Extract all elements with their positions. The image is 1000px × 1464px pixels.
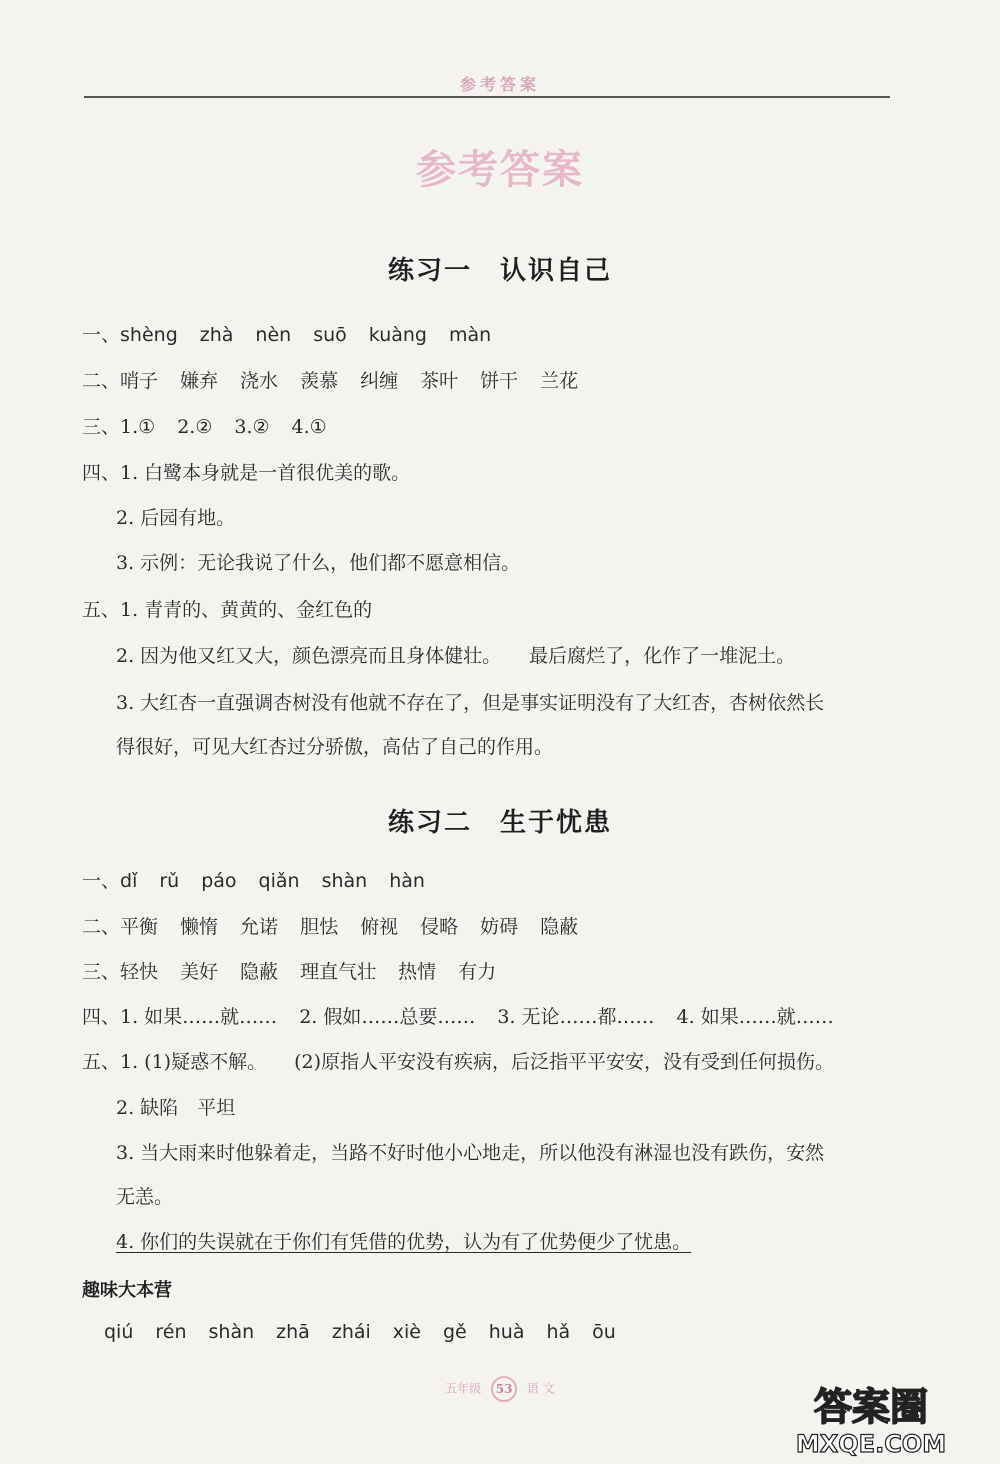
page-number: 53 (491, 1376, 517, 1402)
word-answer: 隐蔽 (240, 961, 279, 983)
pinyin-answer: hàn (389, 870, 425, 892)
footer-grade: 五年级 (445, 1381, 482, 1396)
ex1-q5-2-part-b: 最后腐烂了，化作了一堆泥土。 (529, 645, 796, 667)
ex2-q5-4: 4. 你们的失误就在于你们有凭借的优势，认为有了优势便少了忧患。 (116, 1231, 692, 1253)
choice-answer: 3.② (234, 416, 270, 438)
watermark-top-text: 答案圈 (813, 1385, 929, 1429)
word-answer: 允诺 (240, 916, 279, 938)
pinyin-answer: shèng (120, 324, 178, 346)
pinyin-answer: huà (488, 1321, 525, 1343)
ex2-q2-word-list (120, 916, 578, 938)
word-answer: 嫌弃 (180, 370, 219, 392)
word-answer: 侵略 (420, 916, 459, 938)
ex2-q1-pinyin-list (120, 870, 425, 892)
page-title: 参考答案 (416, 147, 584, 193)
ex2-q5-1-part-a: 五、1. (1)疑惑不解。 (82, 1051, 267, 1073)
word-answer: 懒惰 (180, 916, 219, 938)
pinyin-answer: hǎ (546, 1321, 571, 1343)
exercise-1-title (0, 250, 1000, 287)
running-head: 参考答案 (459, 75, 540, 94)
ex2-q3 (82, 959, 496, 985)
pinyin-answer: dǐ (120, 870, 138, 892)
pinyin-answer: shàn (321, 870, 368, 892)
word-answer: 俯视 (360, 916, 399, 938)
word-answer: 有力 (458, 961, 497, 983)
pinyin-answer: shàn (208, 1321, 255, 1343)
exercise-2-number: 练习二 (387, 808, 472, 838)
connective-answer: 3. 无论……都…… (497, 1006, 655, 1028)
pinyin-answer: qiǎn (258, 870, 300, 892)
ex2-q5-1-part-b: (2)原指人平安没有疾病，后泛指平平安安，没有受到任何损伤。 (294, 1051, 835, 1073)
word-answer: 理直气壮 (300, 961, 377, 983)
ex2-q3-word-list (120, 961, 496, 983)
choice-answer: 4.① (291, 416, 327, 438)
pinyin-answer: zhā (276, 1321, 310, 1343)
exercise-1-number: 练习一 (387, 256, 472, 286)
ex1-q3-label: 三、 (82, 416, 121, 438)
ex1-q1-pinyin-list (120, 324, 491, 346)
word-answer: 隐蔽 (540, 916, 579, 938)
ex1-q2-label: 二、 (82, 370, 121, 392)
word-answer: 妨碍 (480, 916, 519, 938)
header-rule (84, 96, 890, 98)
fun-pinyin-list (104, 1319, 616, 1345)
word-answer: 饼干 (480, 370, 519, 392)
exercise-2-title (0, 802, 1000, 839)
ex2-q5-3-line1: 3. 当大雨来时他躲着走，当路不好时他小心地走，所以他没有淋湿也没有跌伤，安然 (116, 1142, 825, 1164)
connective-answer: 4. 如果……就…… (676, 1006, 834, 1028)
ex1-q5-2 (116, 643, 795, 669)
pinyin-answer: qiú (104, 1321, 134, 1343)
pinyin-answer: rǔ (159, 870, 180, 892)
pinyin-answer: zhà (199, 324, 234, 346)
ex1-q1 (82, 322, 491, 348)
pinyin-answer: kuàng (368, 324, 427, 346)
word-answer: 美好 (180, 961, 219, 983)
ex2-q2 (82, 914, 578, 940)
ex1-q4-3: 3. 示例：无论我说了什么，他们都不愿意相信。 (116, 552, 521, 574)
watermark-logo (756, 1380, 986, 1458)
ex2-q4-label: 四、 (82, 1006, 121, 1028)
pinyin-answer: gě (443, 1321, 467, 1343)
fun-section-title: 趣味大本营 (82, 1280, 172, 1301)
ex1-q5-3-line2: 得很好，可见大红杏过分骄傲，高估了自己的作用。 (116, 736, 554, 758)
ex1-q5-3-line1: 3. 大红杏一直强调杏树没有他就不存在了，但是事实证明没有了大红杏，杏树依然长 (116, 692, 825, 714)
pinyin-answer: màn (449, 324, 492, 346)
word-answer: 平衡 (120, 916, 159, 938)
ex1-q1-label: 一、 (82, 324, 121, 346)
ex1-q3-choice-list (120, 416, 327, 438)
exercise-1-name: 认识自己 (500, 256, 613, 286)
word-answer: 轻快 (120, 961, 159, 983)
pinyin-answer: xiè (392, 1321, 421, 1343)
word-answer: 胆怯 (300, 916, 339, 938)
ex1-q2 (82, 368, 578, 394)
connective-answer: 1. 如果……就…… (120, 1006, 278, 1028)
word-answer: 热情 (398, 961, 437, 983)
pinyin-answer: ōu (592, 1321, 616, 1343)
ex1-q4-2: 2. 后园有地。 (116, 507, 236, 529)
exercise-2-name: 生于忧患 (500, 808, 613, 838)
ex2-q5-1 (82, 1049, 834, 1075)
ex2-q1 (82, 868, 425, 894)
ex2-q3-label: 三、 (82, 961, 121, 983)
pinyin-answer: rén (155, 1321, 187, 1343)
word-answer: 哨子 (120, 370, 159, 392)
pinyin-answer: páo (201, 870, 237, 892)
pinyin-answer: zhái (331, 1321, 371, 1343)
word-answer: 浇水 (240, 370, 279, 392)
ex2-q4 (82, 1004, 834, 1030)
ex1-q4-1: 四、1. 白鹭本身就是一首很优美的歌。 (82, 462, 411, 484)
choice-answer: 2.② (177, 416, 213, 438)
ex1-q2-word-list (120, 370, 578, 392)
ex2-q2-label: 二、 (82, 916, 121, 938)
ex2-q1-label: 一、 (82, 870, 121, 892)
word-answer: 兰花 (540, 370, 579, 392)
word-answer: 羡慕 (300, 370, 339, 392)
ex1-q3 (82, 414, 327, 440)
footer-subject: 语 文 (526, 1381, 555, 1396)
ex1-q5-2-part-a: 2. 因为他又红又大，颜色漂亮而且身体健壮。 (116, 645, 502, 667)
ex2-q4-connective-list (120, 1006, 834, 1028)
word-answer: 茶叶 (420, 370, 459, 392)
pinyin-answer: suō (313, 324, 347, 346)
connective-answer: 2. 假如……总要…… (299, 1006, 476, 1028)
choice-answer: 1.① (120, 416, 156, 438)
ex2-q5-2: 2. 缺陷 平坦 (116, 1097, 236, 1119)
watermark-bottom-text: MXQE.COM (795, 1430, 947, 1458)
pinyin-answer: nèn (255, 324, 292, 346)
ex1-q5-1: 五、1. 青青的、黄黄的、金红色的 (82, 599, 373, 621)
ex2-q5-3-line2: 无恙。 (116, 1186, 174, 1208)
word-answer: 纠缠 (360, 370, 399, 392)
